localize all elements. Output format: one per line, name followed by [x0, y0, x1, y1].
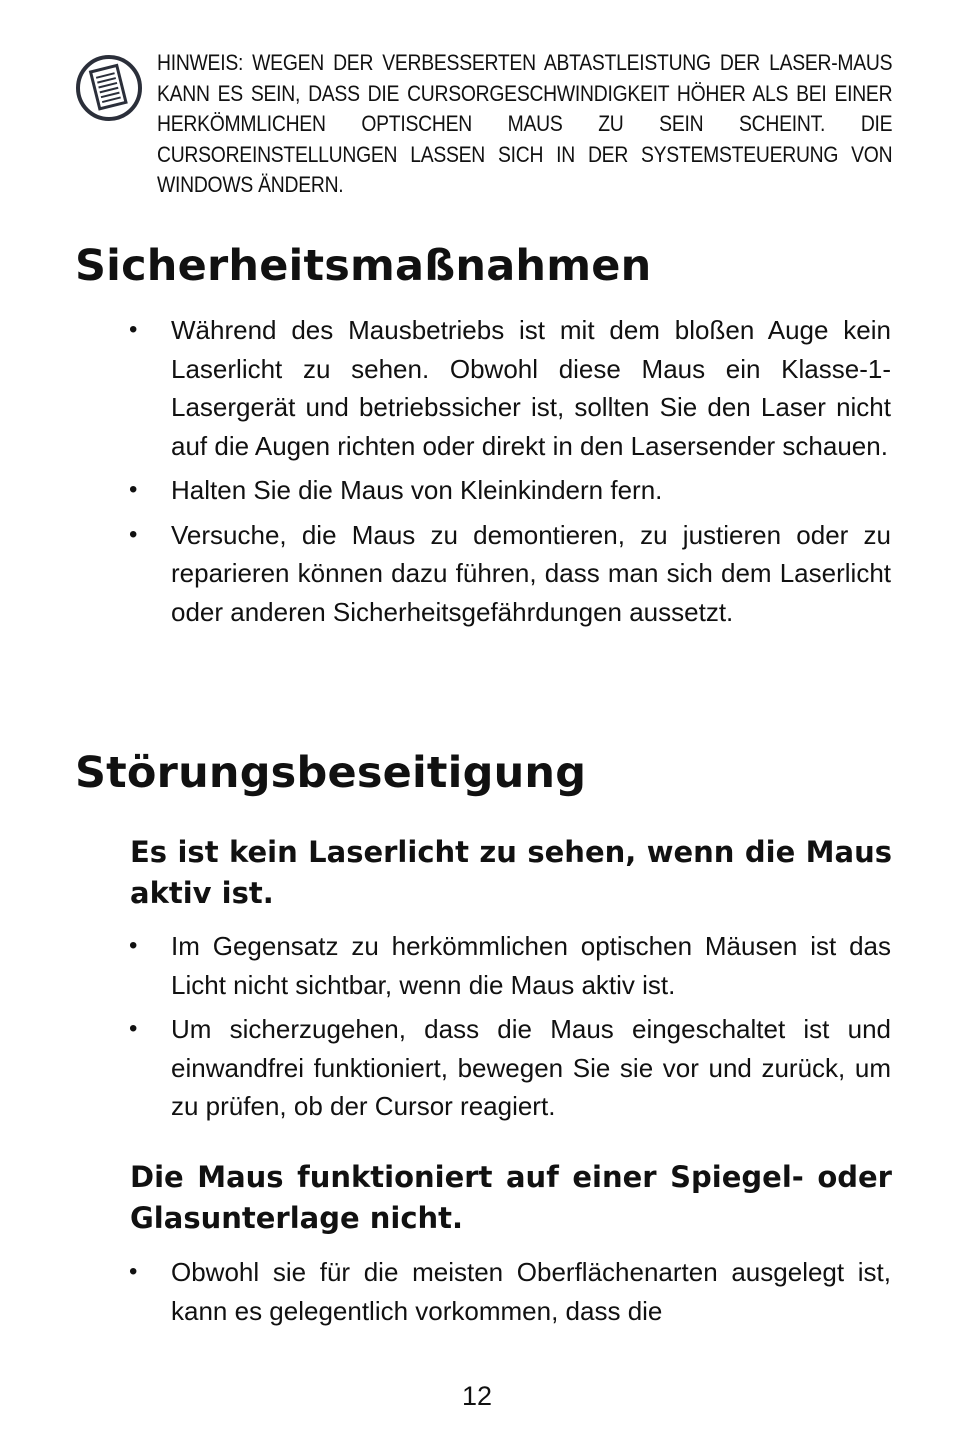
note-text: HINWEIS: WEGEN DER VERBESSERTEN ABTASTLEISTUNG DER LASER-MAUS KANN ES SEIN, DASS DIE CURSORGESCHWINDIGKEIT HÖHER ALS BEI EINER HERKÖMMLICHEN OPTISCHEN MAUS ZU SEIN SCHEINT. DIE CURSOREINSTELLUNGEN LASSEN SICH IN DER SYSTEMSTEUERUNG VON WINDOWS ÄNDERN.: [157, 50, 893, 197]
list-item: [0, 927, 891, 1004]
list-item-text: Um sicherzugehen, dass die Maus eingeschaltet ist und einwandfrei funktioniert, bewegen Sie sie vor und zurück, um zu prüfen, ob der Cursor reagiert.: [171, 1014, 891, 1121]
list-item: [0, 471, 891, 510]
safety-list: [0, 311, 954, 637]
troubleshooting-heading: Störungsbeseitigung: [75, 748, 587, 798]
bullet-icon: •: [129, 316, 138, 343]
list-item: [0, 516, 891, 632]
safety-heading: Sicherheitsmaßnahmen: [75, 241, 652, 291]
troubleshooting-subheading: Die Maus funktioniert auf einer Spiegel- oder Glasunterlage nicht.: [130, 1160, 892, 1235]
list-item-text: Im Gegensatz zu herkömmlichen optischen Mäusen ist das Licht nicht sichtbar, wenn die Maus aktiv ist.: [171, 931, 891, 1000]
list-item-text: Obwohl sie für die meisten Oberflächenarten ausgelegt ist, kann es gelegentlich vorkommen, dass die: [171, 1257, 891, 1326]
list-item: [0, 311, 891, 465]
page-number: 12: [461, 1381, 493, 1411]
bullet-icon: •: [129, 1015, 138, 1042]
list-item-text: Während des Mausbetriebs ist mit dem bloßen Auge kein Laserlicht zu sehen. Obwohl diese Maus ein Klasse-1-Lasergerät und betriebssicher ist, sollten Sie den Laser nicht auf die Augen richten oder direkt in den Lasersender schauen.: [171, 315, 891, 461]
notepad-icon: [75, 54, 143, 122]
bullet-icon: •: [129, 476, 138, 503]
bullet-icon: •: [129, 932, 138, 959]
list-item: [0, 1253, 891, 1330]
bullet-icon: •: [129, 520, 138, 548]
bullet-icon: •: [129, 1258, 138, 1285]
note-box: [75, 48, 893, 208]
list-item-text: Halten Sie die Maus von Kleinkindern fern.: [171, 475, 663, 505]
troubleshooting-list: [0, 1253, 954, 1336]
list-item: [0, 1010, 891, 1126]
troubleshooting-list: [0, 927, 954, 1132]
list-item-text: Versuche, die Maus zu demontieren, zu justieren oder zu reparieren können dazu führen, dass man sich dem Laserlicht oder anderen Sicherheitsgefährdungen aussetzt.: [171, 519, 891, 627]
troubleshooting-subheading: Es ist kein Laserlicht zu sehen, wenn die Maus aktiv ist.: [130, 835, 892, 910]
